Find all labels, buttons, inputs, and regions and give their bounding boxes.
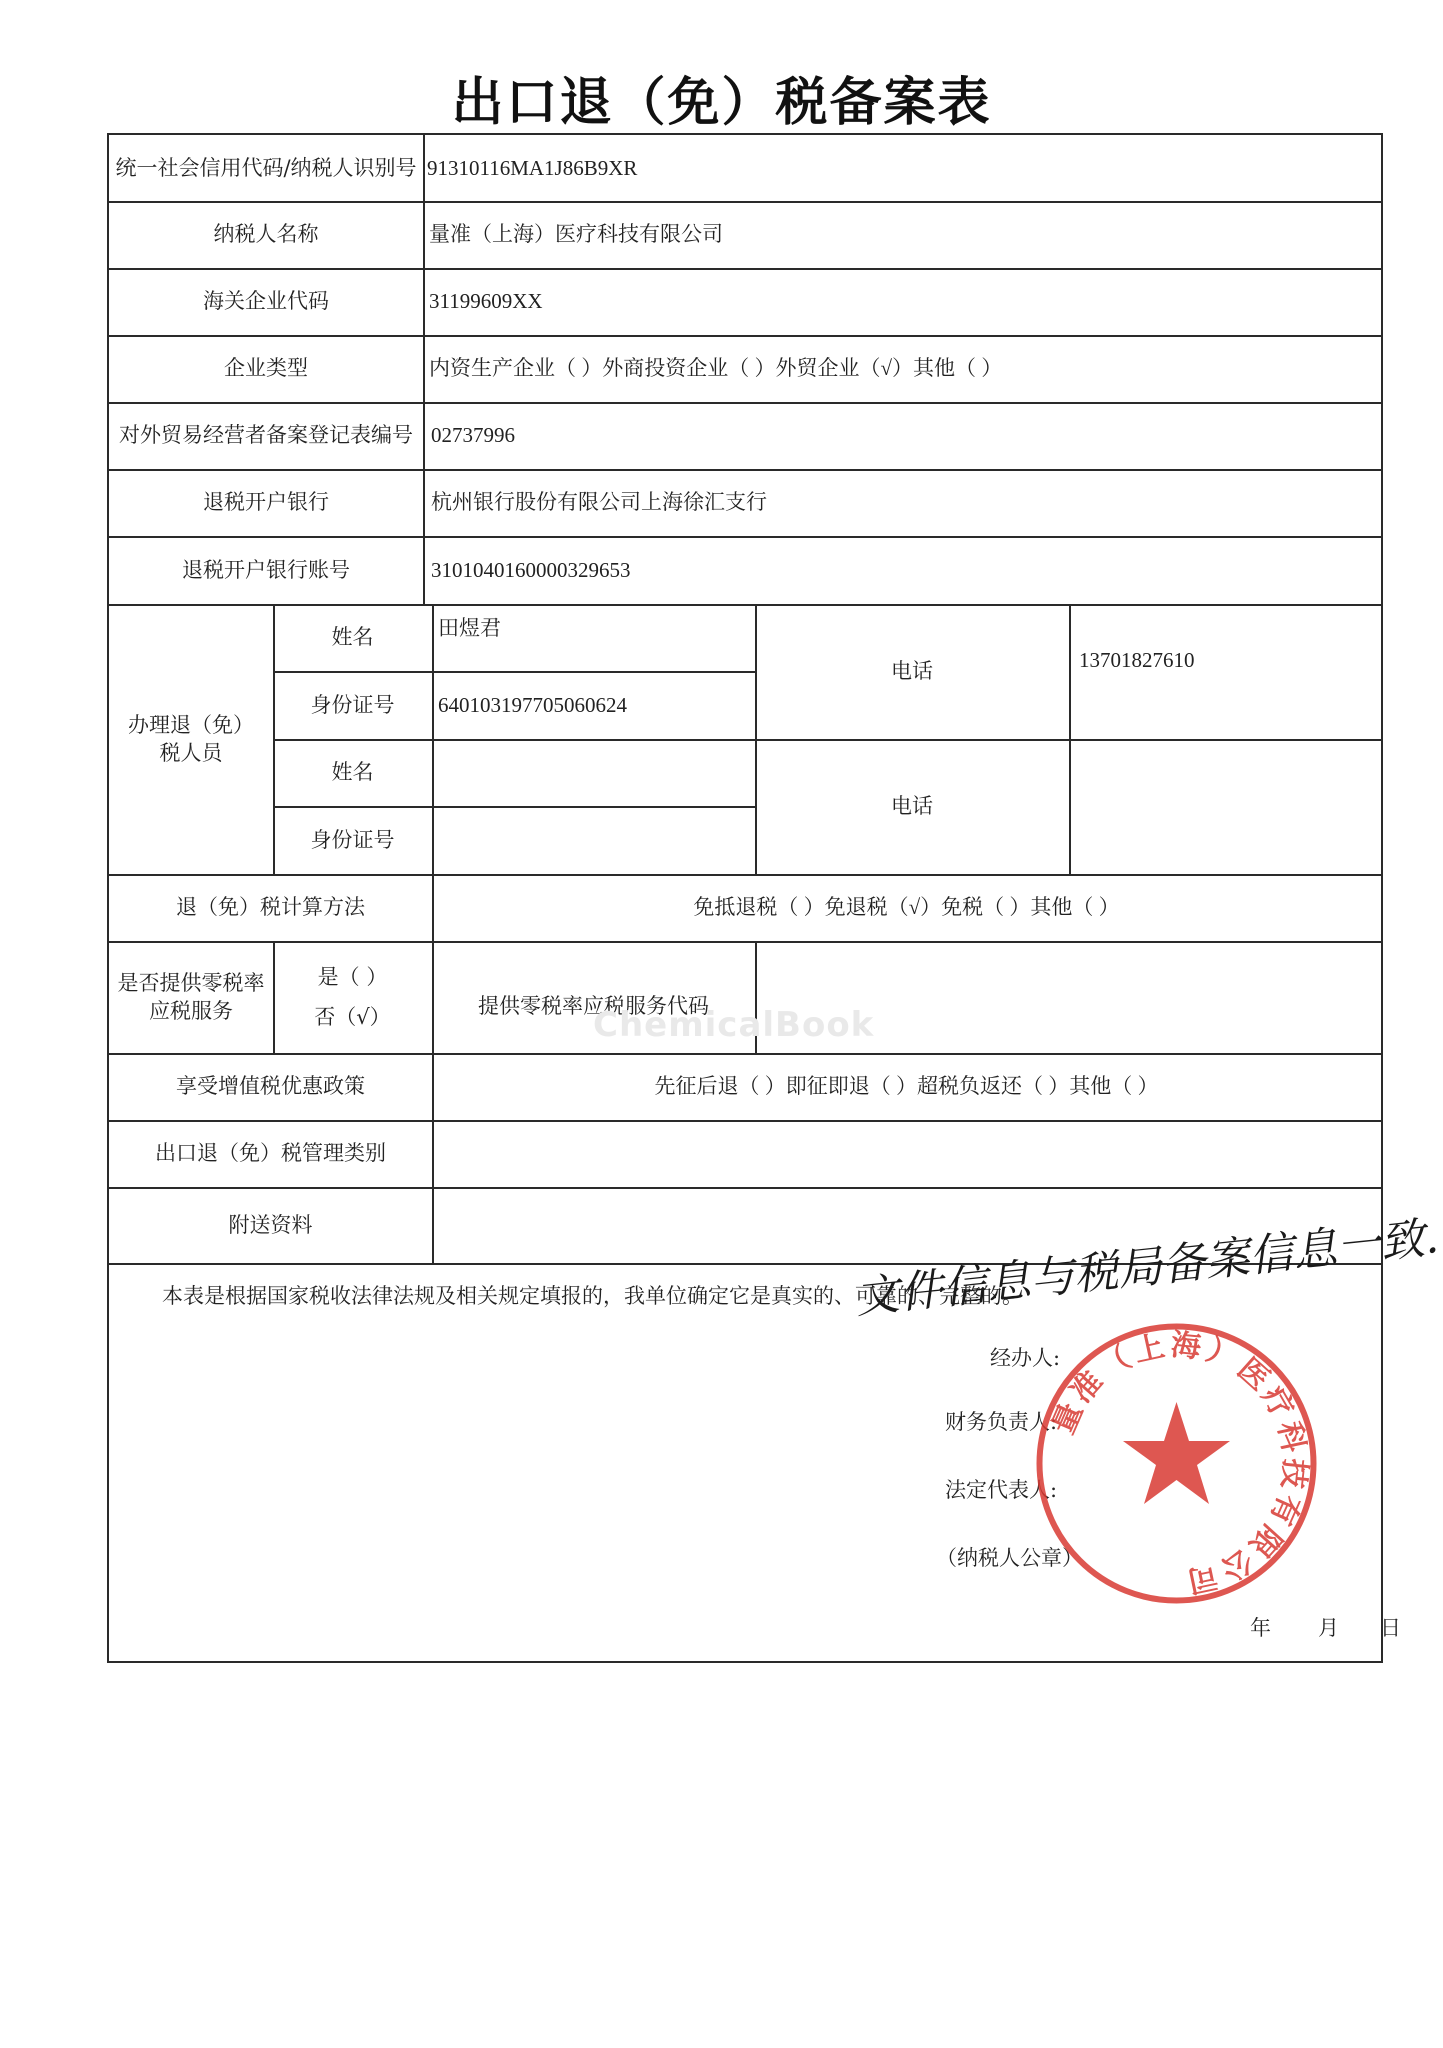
taxpayer-name-value: 量准（上海）医疗科技有限公司 [429, 222, 723, 247]
handler-sign-label: 经办人: [990, 1346, 1061, 1370]
handler2-id-value [432, 806, 755, 874]
handler2-id-label: 身份证号 [310, 827, 395, 852]
enterprise-type-label: 企业类型 [224, 356, 308, 381]
company-seal-icon [1033, 1320, 1320, 1607]
taxpayer-name-label: 纳税人名称 [213, 222, 319, 247]
finance-sign-label: 财务负责人: [945, 1410, 1058, 1434]
document-title: 出口退（免）税备案表 [451, 72, 992, 133]
trade-reg-no-value: 02737996 [431, 423, 515, 448]
calc-method-value: 免抵退税（ ）免退税（√）免税（ ）其他（ ） [693, 895, 1120, 920]
bank-label: 退税开户银行 [203, 490, 329, 515]
bank-value: 杭州银行股份有限公司上海徐汇支行 [431, 490, 767, 515]
handler-group-label: 办理退（免）税人员 [128, 712, 254, 765]
handler1-name-label: 姓名 [331, 625, 374, 650]
bank-account-value: 3101040160000329653 [431, 557, 631, 582]
handler2-phone-label: 电话 [891, 794, 933, 819]
bank-account-label: 退税开户银行账号 [182, 557, 350, 582]
watermark-text: ChemicalBook [593, 1005, 875, 1045]
handler2-phone-value [1069, 739, 1381, 874]
handler1-name-value: 田煜君 [438, 616, 501, 640]
date-month: 月 [1318, 1616, 1339, 1640]
date-year: 年 [1250, 1616, 1271, 1640]
handler2-name-value [432, 739, 755, 806]
handler1-id-label: 身份证号 [310, 692, 395, 717]
handler1-phone-label: 电话 [891, 659, 933, 684]
vat-policy-label: 享受增值税优惠政策 [176, 1074, 365, 1099]
declaration-text: 本表是根据国家税收法律法规及相关规定填报的，我单位确定它是真实的、可靠的、完整的。 [162, 1284, 1023, 1308]
zero-rate-options [273, 941, 432, 1053]
credit-code-label: 统一社会信用代码/纳税人识别号 [115, 155, 417, 180]
date-day: 日 [1380, 1616, 1401, 1640]
trade-reg-no-label: 对外贸易经营者备案登记表编号 [119, 423, 413, 448]
customs-code-value: 31199609XX [429, 289, 543, 314]
handler1-phone-value: 13701827610 [1079, 647, 1195, 672]
customs-code-label: 海关企业代码 [203, 289, 329, 314]
mgmt-category-label: 出口退（免）税管理类别 [155, 1141, 386, 1166]
handler1-id-value: 640103197705060624 [438, 692, 627, 717]
zero-rate-yes: 是（ ） [317, 964, 388, 989]
legal-rep-sign-label: 法定代表人: [945, 1478, 1058, 1502]
zero-rate-no: 否（√） [314, 1005, 391, 1029]
zero-rate-code-label: 提供零税率应税服务代码 [478, 993, 709, 1018]
zero-rate-label: 是否提供零税率应税服务 [117, 970, 265, 1023]
calc-method-label: 退（免）税计算方法 [176, 895, 365, 920]
taxpayer-stamp-label: （纳税人公章） [936, 1546, 1083, 1570]
mgmt-category-value [432, 1120, 1381, 1187]
attachments-label: 附送资料 [228, 1212, 313, 1237]
seal-text: 量准（上海）医疗科技有限公司 [1045, 1327, 1313, 1600]
handler2-name-label: 姓名 [331, 760, 374, 785]
enterprise-type-value: 内资生产企业（ ）外商投资企业（ ）外贸企业（√）其他（ ） [429, 356, 1003, 381]
handwritten-note: 文件信息与税局备案信息一致. [852, 1211, 1441, 1324]
credit-code-value: 91310116MA1J86B9XR [427, 155, 638, 180]
vat-policy-value: 先征后退（ ）即征即退（ ）超税负返还（ ）其他（ ） [654, 1074, 1159, 1099]
